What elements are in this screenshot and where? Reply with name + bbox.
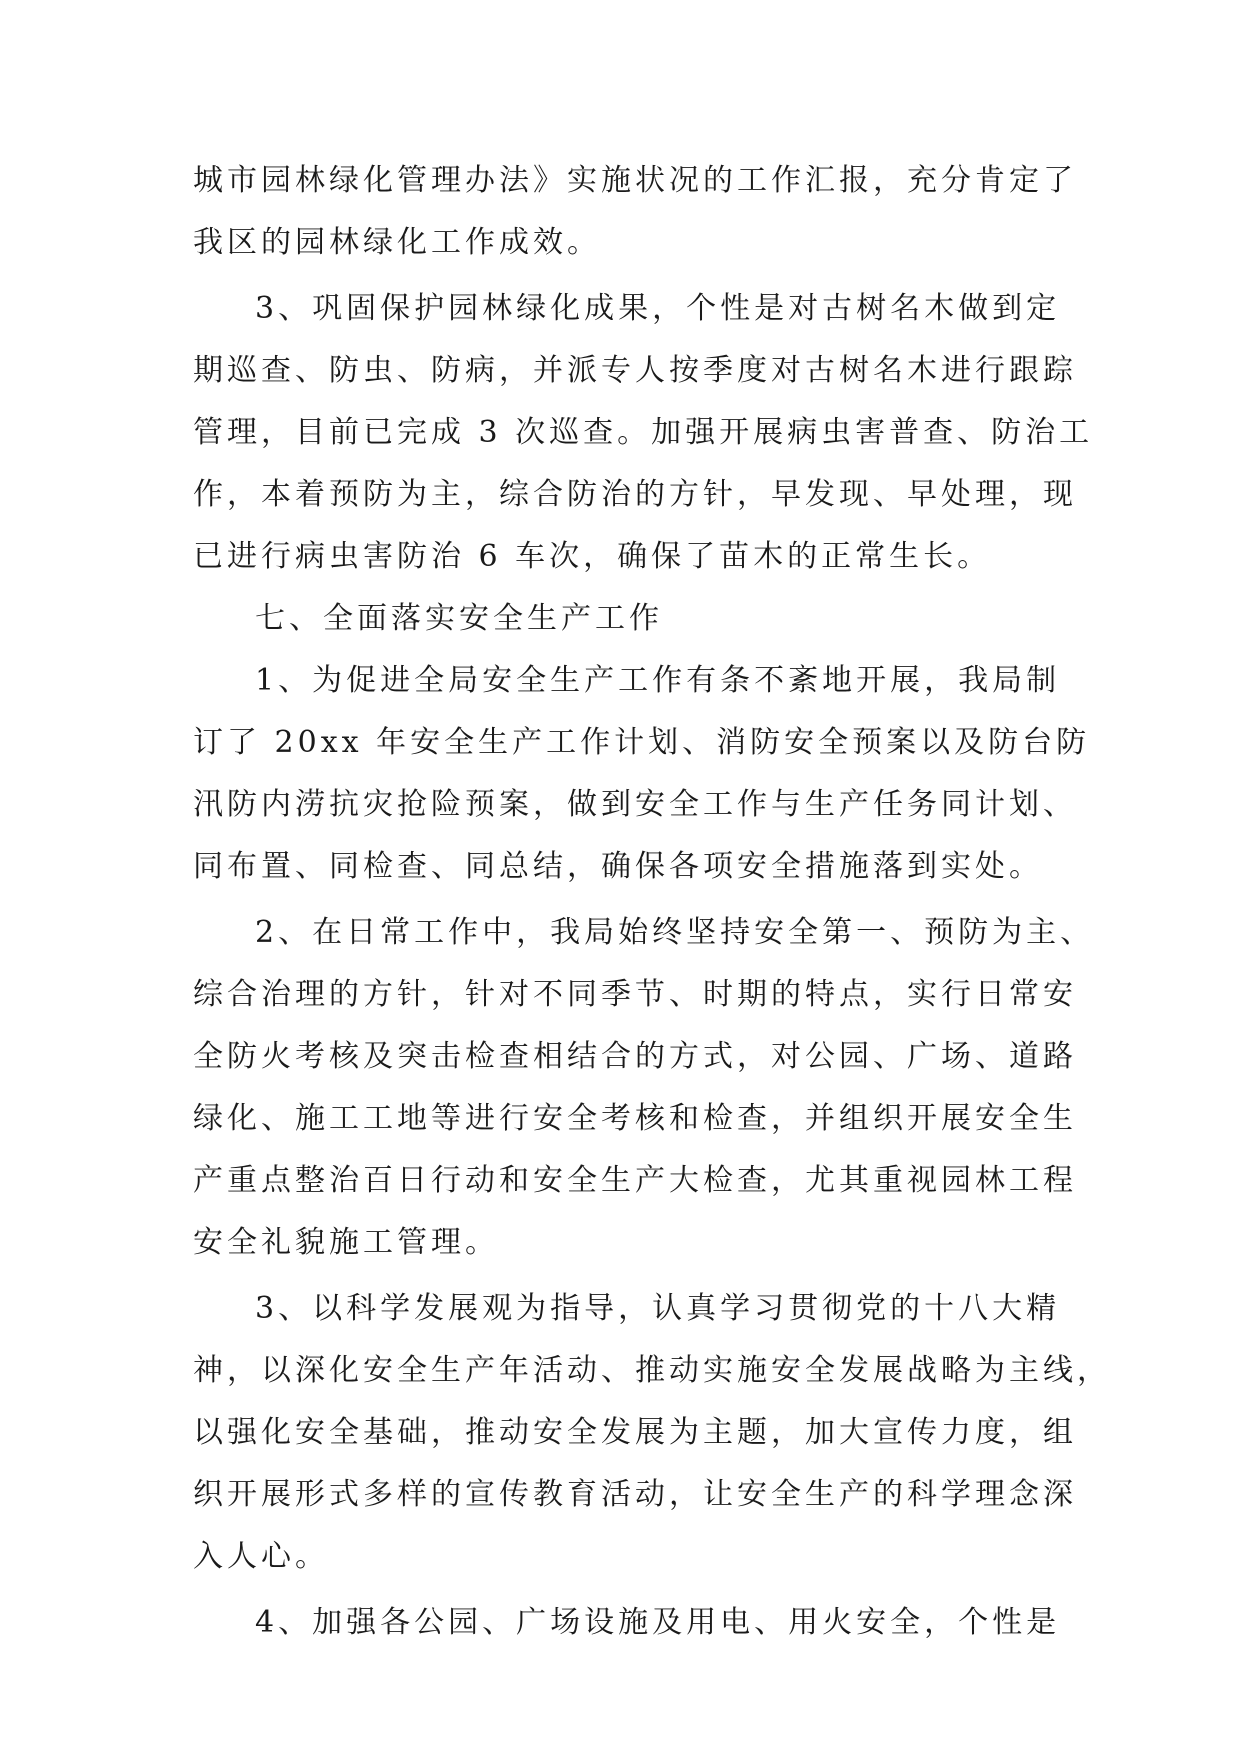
text-line: 管理，目前已完成 3 次巡查。加强开展病虫害普查、防治工 (193, 415, 1094, 450)
paragraph-start-line: 1、为促进全局安全生产工作有条不紊地开展，我局制 (255, 663, 1061, 698)
text-line: 安全礼貌施工管理。 (193, 1225, 499, 1260)
text-line: 同布置、同检查、同总结，确保各项安全措施落到实处。 (193, 849, 1043, 884)
text-line: 我区的园林绿化工作成效。 (193, 225, 601, 260)
document-body (193, 150, 1111, 1654)
section-heading: 七、全面落实安全生产工作 (255, 601, 663, 636)
text-line: 订了 20xx 年安全生产工作计划、消防安全预案以及防台防 (193, 725, 1091, 760)
text-line: 作，本着预防为主，综合防治的方针，早发现、早处理，现 (193, 477, 1077, 512)
text-line: 产重点整治百日行动和安全生产大检查，尤其重视园林工程 (193, 1163, 1077, 1198)
text-line: 织开展形式多样的宣传教育活动，让安全生产的科学理念深 (193, 1477, 1077, 1512)
paragraph-start-line: 2、在日常工作中，我局始终坚持安全第一、预防为主、 (255, 915, 1095, 950)
text-line: 入人心。 (193, 1539, 329, 1574)
text-line: 汛防内涝抗灾抢险预案，做到安全工作与生产任务同计划、 (193, 787, 1077, 822)
text-line: 城市园林绿化管理办法》实施状况的工作汇报，充分肯定了 (193, 163, 1077, 198)
text-line: 已进行病虫害防治 6 车次，确保了苗木的正常生长。 (193, 539, 992, 574)
paragraph-start-line: 3、巩固保护园林绿化成果，个性是对古树名木做到定 (255, 291, 1061, 326)
text-line: 以强化安全基础，推动安全发展为主题，加大宣传力度，组 (193, 1415, 1077, 1450)
text-line: 神，以深化安全生产年活动、推动实施安全发展战略为主线， (193, 1353, 1111, 1388)
paragraph-start-line: 3、以科学发展观为指导，认真学习贯彻党的十八大精 (255, 1291, 1061, 1326)
paragraph-start-line: 4、加强各公园、广场设施及用电、用火安全，个性是 (255, 1605, 1061, 1640)
text-line: 绿化、施工工地等进行安全考核和检查，并组织开展安全生 (193, 1101, 1077, 1136)
text-line: 期巡查、防虫、防病，并派专人按季度对古树名木进行跟踪 (193, 353, 1077, 388)
text-line: 综合治理的方针，针对不同季节、时期的特点，实行日常安 (193, 977, 1077, 1012)
text-line: 全防火考核及突击检查相结合的方式，对公园、广场、道路 (193, 1039, 1077, 1074)
